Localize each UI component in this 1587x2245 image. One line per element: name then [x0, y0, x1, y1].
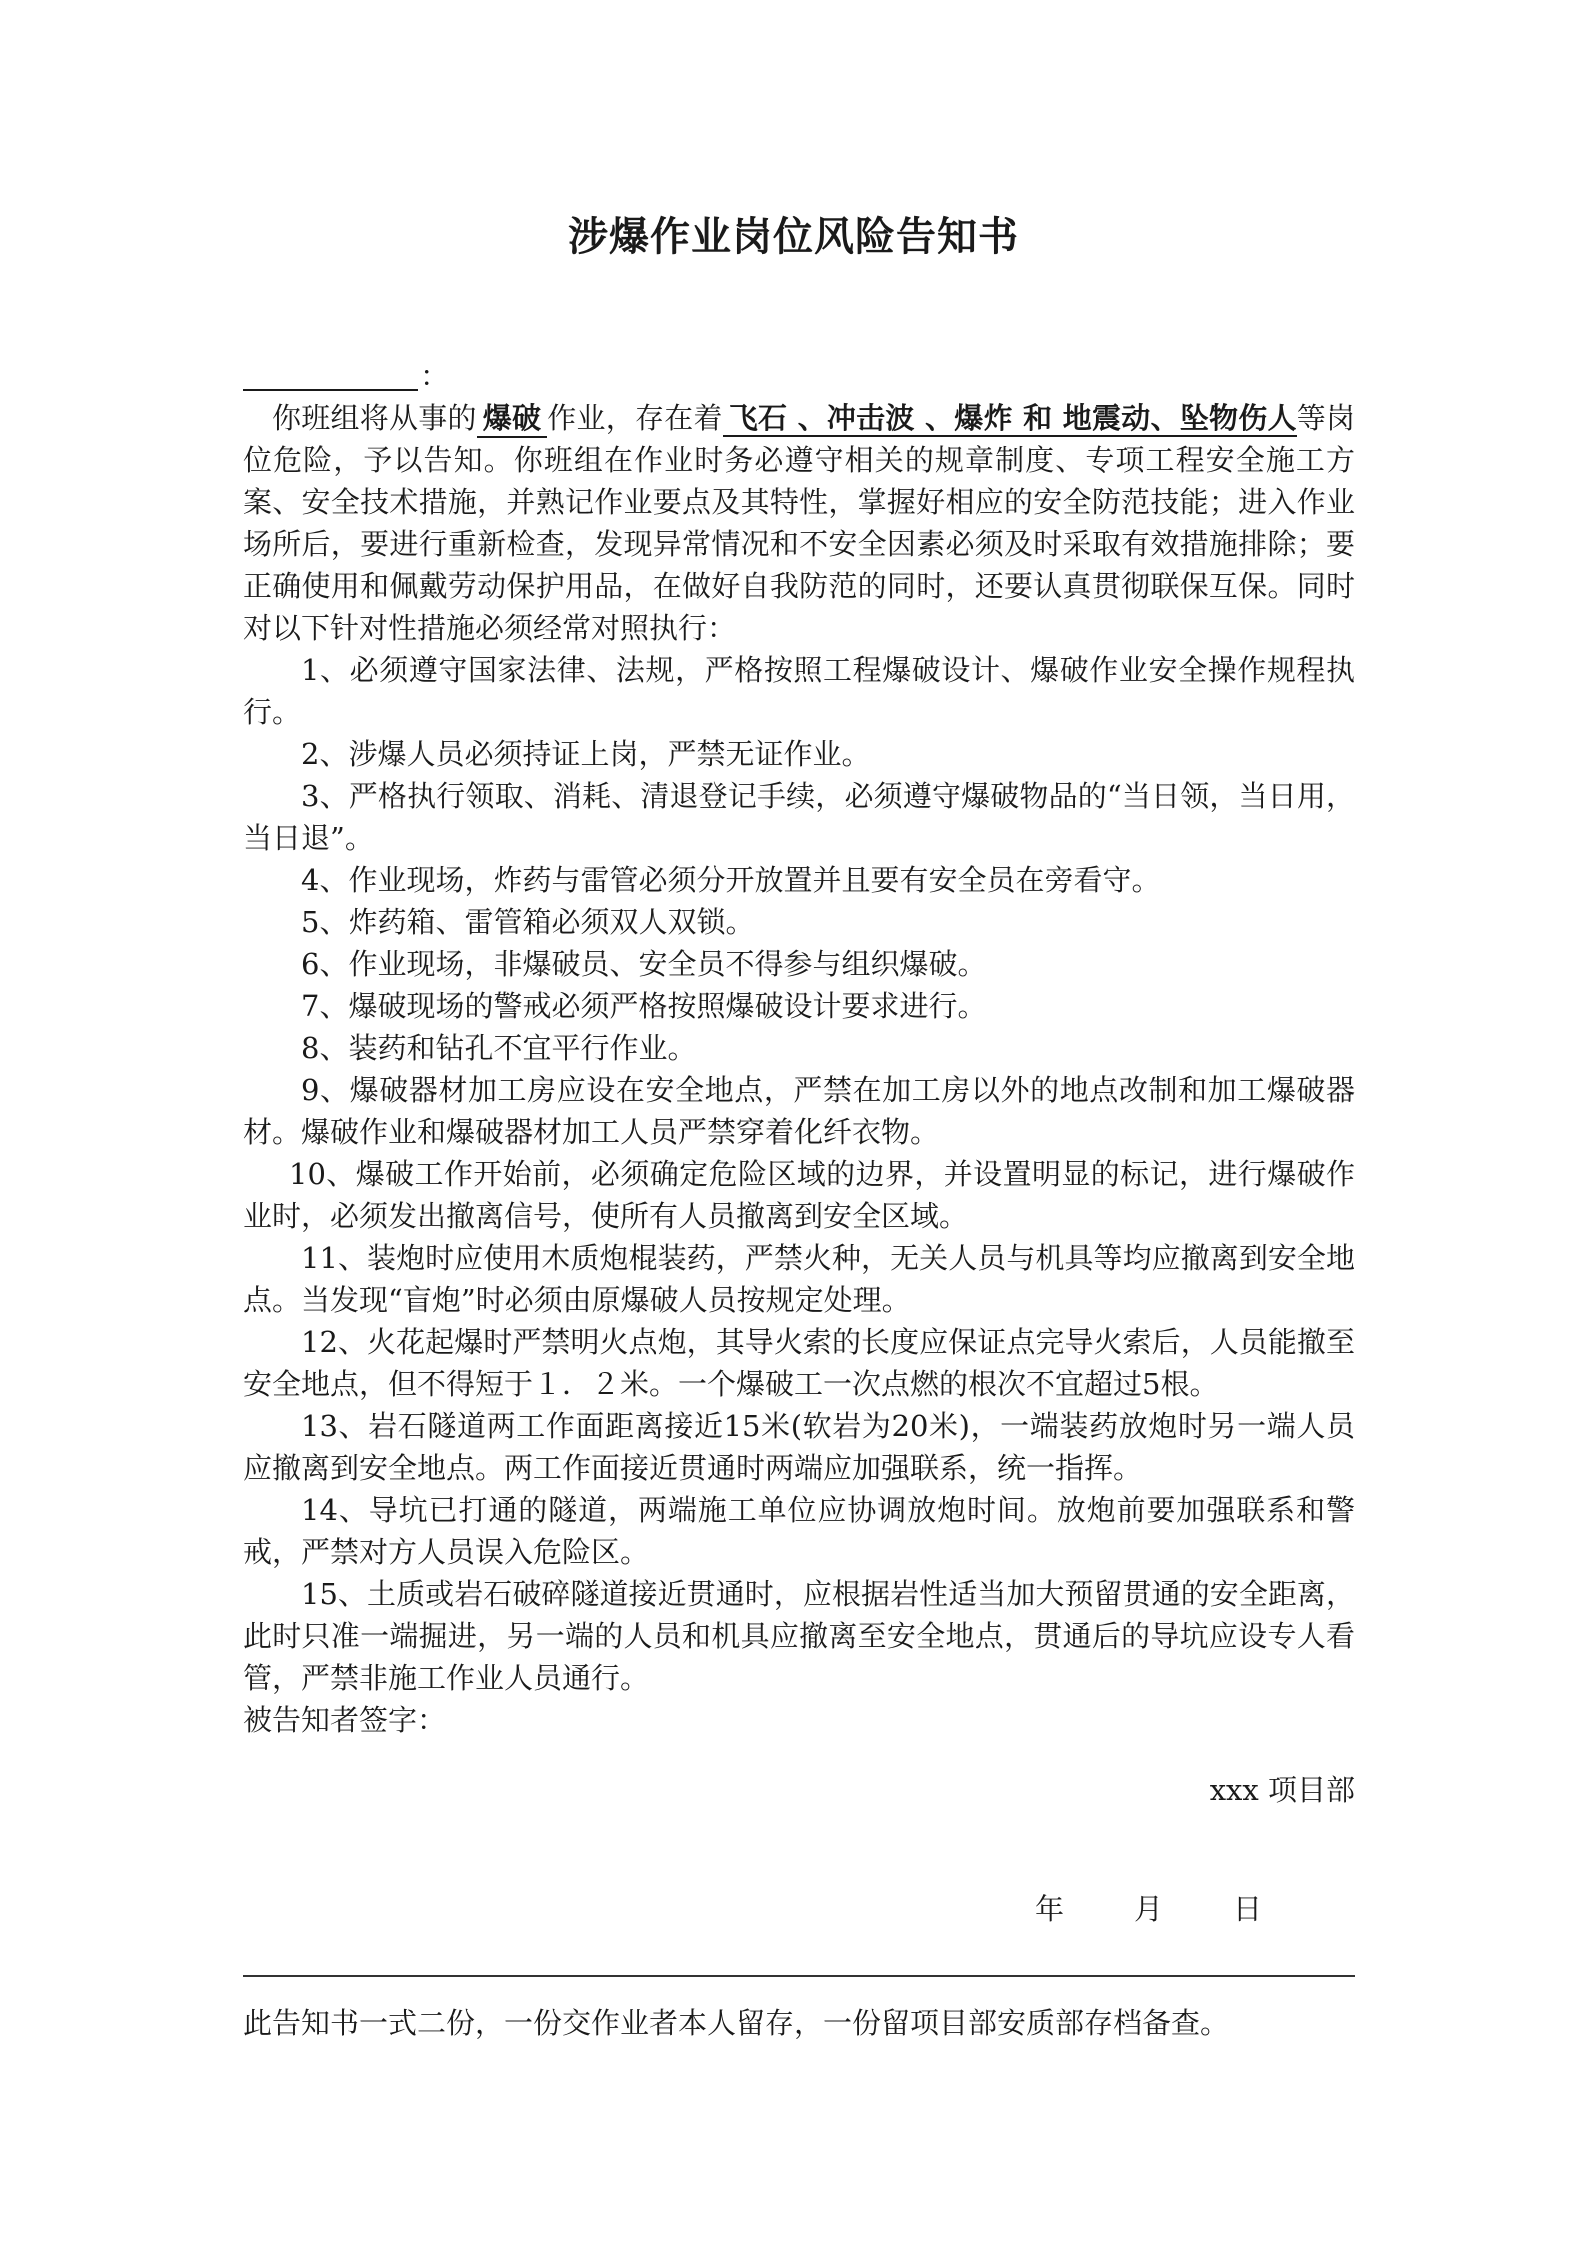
measure-item-14: 14、导坑已打通的隧道，两端施工单位应协调放炮时间。放炮前要加强联系和警戒，严禁对方人员误入危险区。	[243, 1493, 1355, 1569]
measure-item-12: 12、火花起爆时严禁明火点炮，其导火索的长度应保证点完导火索后，人员能撤至安全地点，但不得短于１．２米。一个爆破工一次点燃的根次不宜超过5根。	[243, 1325, 1355, 1401]
date-line	[1035, 1887, 1262, 1928]
measure-item-6: 6、作业现场，非爆破员、安全员不得参与组织爆破。	[301, 947, 987, 981]
date-year: 年	[1035, 1892, 1065, 1926]
footer-divider	[243, 1975, 1355, 1977]
intro-text-3: 等岗位危险，予以告知。你班组在作业时务必遵守相关的规章制度、专项工程安全施工方案、安全技术措施，并熟记作业要点及其特性，掌握好相应的安全防范技能；进入作业场所后，要进行重新检查，发现异常情况和不安全因素必须及时采取有效措施排除；要正确使用和佩戴劳动保护用品，在做好自我防范的同时，还要认真贯彻联保互保。同时对以下针对性措施必须经常对照执行：	[243, 401, 1355, 645]
measure-item-3: 3、严格执行领取、消耗、清退登记手续，必须遵守爆破物品的“当日领，当日用，当日退”。	[243, 779, 1355, 855]
measure-item-13: 13、岩石隧道两工作面距离接近15米(软岩为20米)，一端装药放炮时另一端人员应撤离到安全地点。两工作面接近贯通时两端应加强联系，统一指挥。	[243, 1409, 1355, 1485]
issuing-department: xxx 项目部	[1209, 1773, 1355, 1807]
measure-item-8: 8、装药和钻孔不宜平行作业。	[301, 1031, 697, 1065]
date-day: 日	[1233, 1892, 1263, 1926]
measure-item-15: 15、土质或岩石破碎隧道接近贯通时，应根据岩性适当加大预留贯通的安全距离，此时只准一端掘进，另一端的人员和机具应撤离至安全地点，贯通后的导坑应设专人看管，严禁非施工作业人员通行。	[243, 1577, 1355, 1695]
measure-item-5: 5、炸药箱、雷管箱必须双人双锁。	[301, 905, 755, 939]
measure-item-7: 7、爆破现场的警戒必须严格按照爆破设计要求进行。	[301, 989, 987, 1023]
measure-item-4: 4、作业现场，炸药与雷管必须分开放置并且要有安全员在旁看守。	[301, 863, 1161, 897]
addressee-colon: ：	[420, 359, 450, 393]
footnote: 此告知书一式二份，一份交作业者本人留存，一份留项目部安质部存档备查。	[243, 2006, 1230, 2040]
intro-text-1: 你班组将从事的	[272, 401, 477, 435]
intro-paragraph	[243, 397, 1355, 649]
measure-item-9: 9、爆破器材加工房应设在安全地点，严禁在加工房以外的地点改制和加工爆破器材。爆破作业和爆破器材加工人员严禁穿着化纤衣物。	[243, 1073, 1355, 1149]
intro-text-2: 作业，存在着	[547, 401, 723, 435]
addressee-line	[243, 355, 1355, 397]
risk-list-field-continued: 物伤人	[1208, 401, 1297, 435]
measure-item-10: 10、爆破工作开始前，必须确定危险区域的边界，并设置明显的标记，进行爆破作业时，必须发出撤离信号，使所有人员撤离到安全区域。	[243, 1157, 1355, 1233]
date-month: 月	[1134, 1892, 1164, 1926]
measure-item-1: 1、必须遵守国家法律、法规，严格按照工程爆破设计、爆破作业安全操作规程执行。	[243, 653, 1355, 729]
measure-item-11: 11、装炮时应使用木质炮棍装药，严禁火种，无关人员与机具等均应撤离到安全地点。当发现“盲炮”时必须由原爆破人员按规定处理。	[243, 1241, 1355, 1317]
signature-label: 被告知者签字：	[243, 1703, 447, 1737]
risk-list-field: 飞石 、冲击波 、爆炸 和 地震动、坠	[723, 401, 1209, 437]
measure-item-2: 2、涉爆人员必须持证上岗，严禁无证作业。	[301, 737, 871, 771]
document-title: 涉爆作业岗位风险告知书	[568, 213, 1019, 260]
addressee-blank	[243, 357, 418, 391]
document-body	[243, 355, 1355, 1811]
work-type-field: 爆破	[477, 401, 548, 438]
